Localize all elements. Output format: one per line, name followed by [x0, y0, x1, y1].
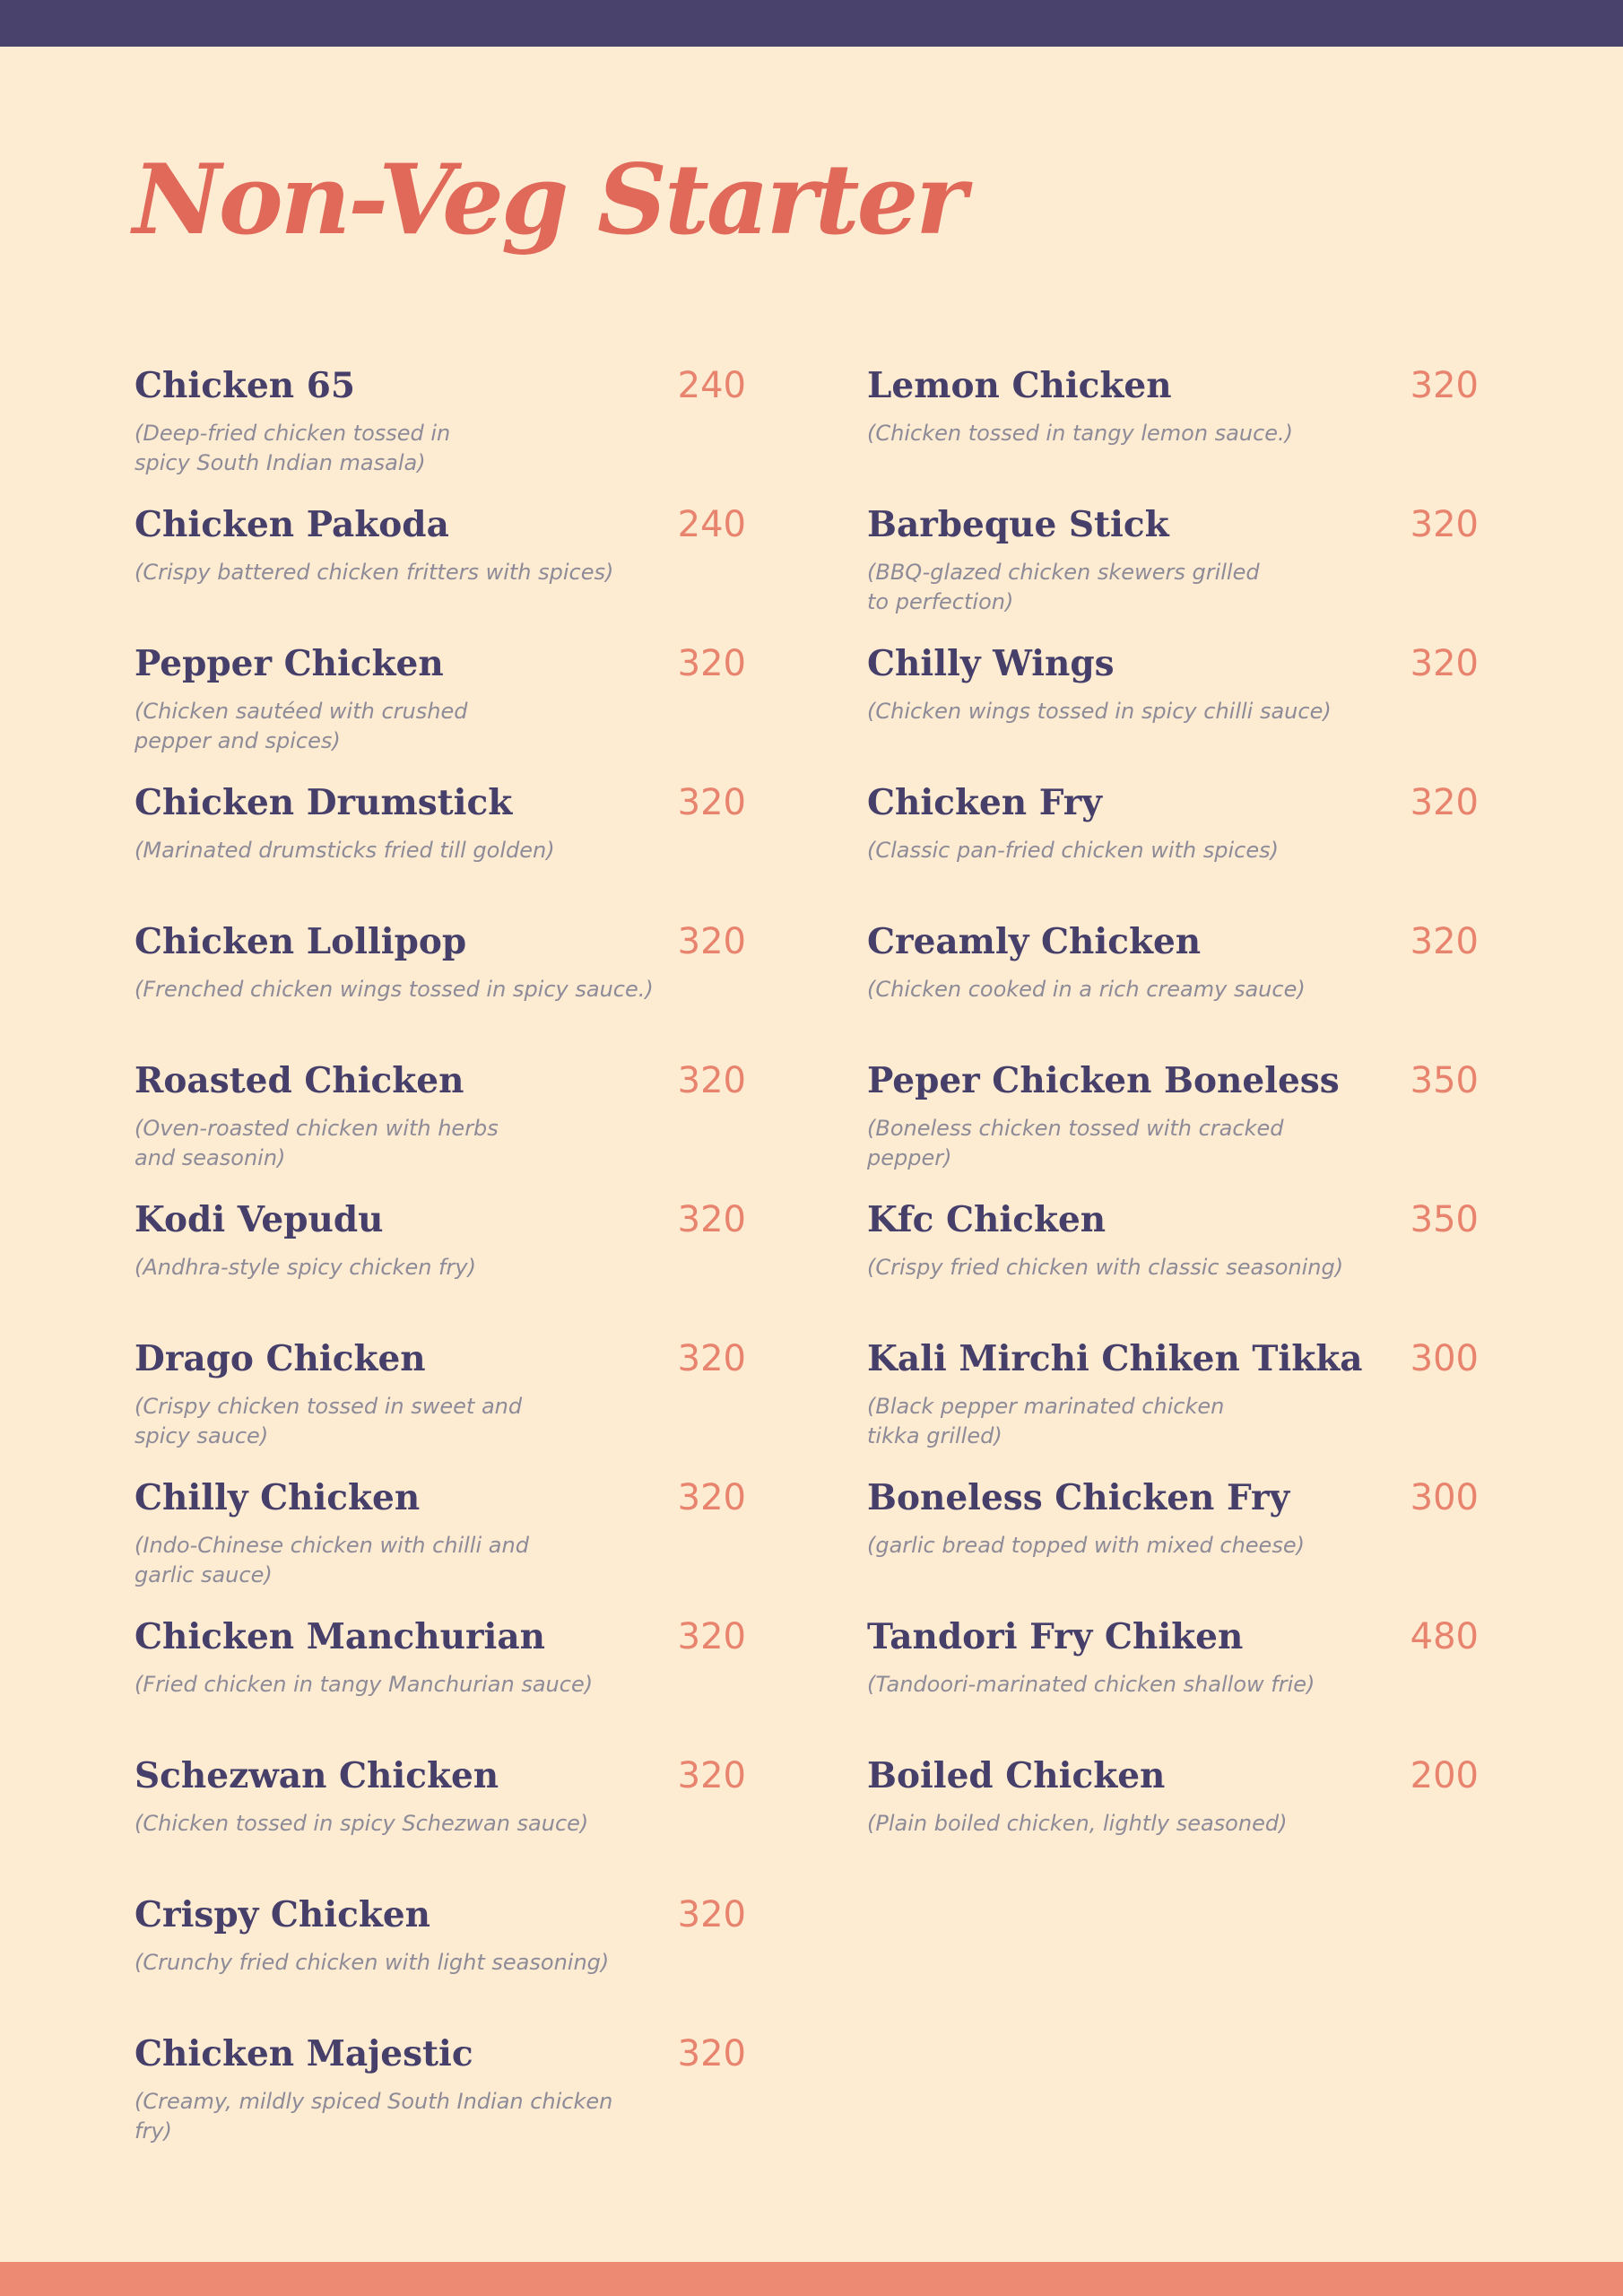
- menu-item-description: (Boneless chicken tossed with cracked pepper): [867, 1116, 1284, 1170]
- menu-item: [867, 1197, 1479, 1283]
- menu-item-description: (Andhra-style spicy chicken fry): [135, 1255, 476, 1280]
- menu-item-description: (Crispy fried chicken with classic seasoning): [867, 1255, 1344, 1280]
- menu-item-description: (Crunchy fried chicken with light seasoning): [135, 1950, 610, 1975]
- menu-item-header: [135, 1892, 746, 1937]
- menu-item-name: Chicken Pakoda: [135, 504, 449, 545]
- menu-item-description: (Oven-roasted chicken with herbs and seasonin): [135, 1116, 499, 1170]
- menu-item: [867, 1475, 1479, 1561]
- menu-item-price: 320: [677, 1755, 746, 1796]
- menu-item-name: Chicken Lollipop: [135, 921, 467, 962]
- menu-item-header: [867, 780, 1479, 825]
- menu-item-name: Boneless Chicken Fry: [867, 1477, 1290, 1518]
- menu-item-description: (Black pepper marinated chicken tikka grilled): [867, 1394, 1225, 1448]
- menu-item-price: 320: [677, 2033, 746, 2074]
- menu-item-description: (Frenched chicken wings tossed in spicy sauce.): [135, 977, 654, 1002]
- menu-item-price: 320: [677, 782, 746, 823]
- menu-item-description: (Creamy, mildly spiced South Indian chicken fry): [135, 2089, 613, 2144]
- menu-item-header: [135, 502, 746, 547]
- menu-item: [135, 363, 746, 478]
- page-title: Non-Veg Starter: [133, 144, 965, 257]
- menu-item-header: [867, 1475, 1479, 1520]
- menu-item-header: [867, 1753, 1479, 1798]
- menu-item-name: Crispy Chicken: [135, 1894, 431, 1935]
- menu-item-description: (Crispy battered chicken fritters with spices): [135, 560, 614, 585]
- menu-item-price: 320: [677, 1477, 746, 1518]
- menu-item-description: (Classic pan-fried chicken with spices): [867, 838, 1279, 863]
- menu-item-price: 480: [1410, 1616, 1479, 1657]
- menu-item: [135, 1058, 746, 1173]
- menu-item-name: Kodi Vepudu: [135, 1199, 384, 1240]
- menu-item: [135, 1892, 746, 1978]
- menu-item-name: Pepper Chicken: [135, 643, 444, 684]
- menu-item-price: 320: [1410, 643, 1479, 684]
- menu-item-name: Barbeque Stick: [867, 504, 1169, 545]
- menu-item: [135, 1197, 746, 1283]
- menu-item-header: [867, 641, 1479, 686]
- menu-item-name: Creamly Chicken: [867, 921, 1202, 962]
- menu-item-description: (Chicken tossed in spicy Schezwan sauce): [135, 1811, 589, 1836]
- menu-item-header: [135, 641, 746, 686]
- menu-item: [135, 1753, 746, 1839]
- menu-item-price: 300: [1410, 1338, 1479, 1379]
- menu-item-header: [867, 1336, 1479, 1381]
- menu-item-name: Chicken Majestic: [135, 2033, 473, 2074]
- menu-item-description: (Chicken cooked in a rich creamy sauce): [867, 977, 1306, 1002]
- menu-item-price: 350: [1410, 1199, 1479, 1240]
- menu-item-price: 320: [677, 1060, 746, 1101]
- menu-item-price: 320: [1410, 782, 1479, 823]
- menu-item-header: [135, 363, 746, 408]
- menu-item-description: (Plain boiled chicken, lightly seasoned): [867, 1811, 1288, 1836]
- menu-item: [867, 363, 1479, 448]
- menu-item-description: (Tandoori-marinated chicken shallow frie): [867, 1672, 1315, 1697]
- menu-item-name: Schezwan Chicken: [135, 1755, 499, 1796]
- menu-item-description: (garlic bread topped with mixed cheese): [867, 1533, 1305, 1558]
- menu-item-price: 320: [677, 921, 746, 962]
- menu-item-description: (Chicken tossed in tangy lemon sauce.): [867, 421, 1294, 446]
- menu-item: [135, 919, 746, 1004]
- menu-item-header: [135, 1058, 746, 1103]
- menu-item-name: Chicken Manchurian: [135, 1616, 545, 1657]
- menu-item-price: 320: [677, 1894, 746, 1935]
- menu-item-name: Chicken Fry: [867, 782, 1102, 823]
- menu-item-name: Chicken 65: [135, 365, 355, 406]
- menu-item: [867, 502, 1479, 617]
- bottom-band: [0, 2262, 1623, 2296]
- menu-item-description: (Fried chicken in tangy Manchurian sauce): [135, 1672, 594, 1697]
- menu-item-name: Chilly Chicken: [135, 1477, 421, 1518]
- menu-item: [135, 502, 746, 587]
- menu-item: [867, 780, 1479, 865]
- menu-item-header: [135, 1614, 746, 1659]
- menu-item-header: [135, 1475, 746, 1520]
- menu-item: [867, 1753, 1479, 1839]
- menu-item-name: Kfc Chicken: [867, 1199, 1107, 1240]
- menu-item-description: (Deep-fried chicken tossed in spicy South Indian masala): [135, 421, 451, 475]
- menu-item-header: [867, 1197, 1479, 1242]
- menu-item-price: 320: [1410, 365, 1479, 406]
- menu-item-description: (Indo-Chinese chicken with chilli and garlic sauce): [135, 1533, 529, 1587]
- menu-item-header: [867, 1614, 1479, 1659]
- menu-item-description: (Chicken wings tossed in spicy chilli sauce): [867, 699, 1332, 724]
- menu-item-name: Chilly Wings: [867, 643, 1115, 684]
- menu-item: [135, 1475, 746, 1590]
- menu-item-price: 320: [1410, 504, 1479, 545]
- menu-item-description: (Crispy chicken tossed in sweet and spicy sauce): [135, 1394, 523, 1448]
- menu-item: [867, 1336, 1479, 1451]
- menu-item-header: [135, 1197, 746, 1242]
- menu-item-name: Kali Mirchi Chiken Tikka: [867, 1338, 1363, 1379]
- menu-item-price: 300: [1410, 1477, 1479, 1518]
- menu-item: [135, 1336, 746, 1451]
- menu-item-header: [867, 502, 1479, 547]
- menu-item-price: 240: [677, 504, 746, 545]
- menu-item-price: 350: [1410, 1060, 1479, 1101]
- menu-item-header: [135, 780, 746, 825]
- menu-item-header: [135, 919, 746, 964]
- menu-item-name: Peper Chicken Boneless: [867, 1060, 1340, 1101]
- menu-item: [867, 919, 1479, 1004]
- menu-item: [867, 641, 1479, 726]
- menu-item: [135, 1614, 746, 1700]
- menu-item-header: [867, 1058, 1479, 1103]
- menu-item-description: (Chicken sautéed with crushed pepper and spices): [135, 699, 468, 753]
- menu-item-price: 240: [677, 365, 746, 406]
- menu-item-header: [135, 1753, 746, 1798]
- menu-item-header: [135, 2031, 746, 2076]
- menu-item-name: Drago Chicken: [135, 1338, 426, 1379]
- menu-item-price: 320: [677, 1199, 746, 1240]
- menu-item-price: 320: [677, 1616, 746, 1657]
- menu-item-header: [867, 363, 1479, 408]
- menu-item-name: Tandori Fry Chiken: [867, 1616, 1244, 1657]
- menu-item: [135, 2031, 746, 2146]
- menu-item-price: 320: [1410, 921, 1479, 962]
- menu-item-name: Boiled Chicken: [867, 1755, 1166, 1796]
- menu-item-price: 200: [1410, 1755, 1479, 1796]
- menu-item-name: Lemon Chicken: [867, 365, 1172, 406]
- menu-item-price: 320: [677, 1338, 746, 1379]
- menu-item: [135, 780, 746, 865]
- menu-item-header: [867, 919, 1479, 964]
- menu-item: [135, 641, 746, 756]
- menu-item: [867, 1058, 1479, 1173]
- menu-item-price: 320: [677, 643, 746, 684]
- menu-item-description: (BBQ-glazed chicken skewers grilled to perfection): [867, 560, 1260, 614]
- menu-item: [867, 1614, 1479, 1700]
- menu-item-name: Chicken Drumstick: [135, 782, 513, 823]
- menu-item-name: Roasted Chicken: [135, 1060, 464, 1101]
- menu-item-description: (Marinated drumsticks fried till golden): [135, 838, 555, 863]
- menu-item-header: [135, 1336, 746, 1381]
- top-band: [0, 0, 1623, 47]
